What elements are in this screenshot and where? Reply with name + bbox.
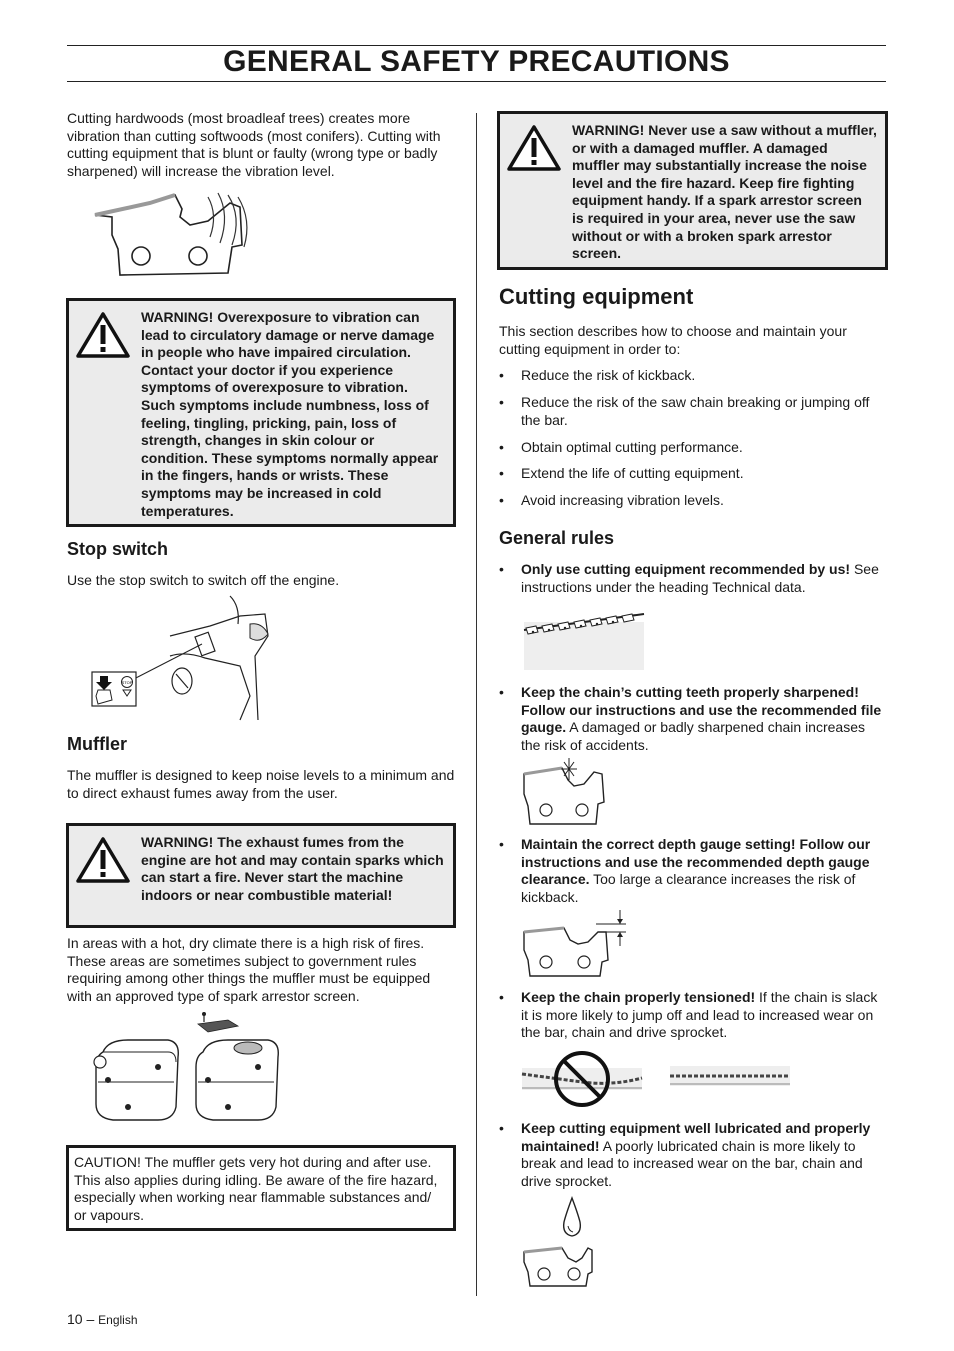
- page-number: 10 –: [67, 1311, 95, 1327]
- page-title: GENERAL SAFETY PRECAUTIONS: [223, 45, 730, 78]
- lubrication-illustration: [522, 1196, 602, 1290]
- exhaust-warning-text: WARNING! The exhaust fumes from the engine are hot and may contain sparks which can start a fire. Never start the machine indoors or near combustible material!: [141, 834, 444, 903]
- stop-switch-heading: Stop switch: [67, 539, 169, 559]
- language-label: English: [98, 1313, 138, 1327]
- general-rules-heading: General rules: [499, 528, 615, 548]
- page-footer: [67, 1311, 138, 1327]
- depth-gauge-illustration: [522, 910, 632, 980]
- saw-chain-bar-illustration: [522, 602, 647, 670]
- vibration-warning-text: WARNING! Overexposure to vibration can lead to circulatory damage or nerve damage in people who have impaired circulation. Contact your doctor if you experience symptoms of overexposure to vibration. Such symptoms include numbness, loss of feeling, tingling, pricking, pain, loss of strength, changes in skin colour or condition. These symptoms normally appear in the fingers, hands or wrists. These symptoms may be increased in cold temperatures.: [141, 309, 439, 519]
- sharpened-tooth-illustration: [522, 758, 612, 828]
- list-item: • Extend the life of cutting equipment.: [499, 465, 744, 481]
- rule-item: • Keep the chain’s cutting teeth properly sharpened! Follow our instructions and use the recommended file gauge. A damaged or badly sharpened chain increases the risk of accidents.: [499, 684, 882, 753]
- column-divider: [476, 113, 477, 1296]
- vibration-warning-box: [66, 298, 456, 527]
- muffler-heading: Muffler: [67, 734, 127, 754]
- vibrating-chain-tooth-illustration: [90, 185, 260, 280]
- rule-item: • Only use cutting equipment recommended by us! See instructions under the heading Technical data.: [499, 561, 879, 595]
- list-item: • Reduce the risk of kickback.: [499, 367, 696, 383]
- warning-triangle-icon: [75, 311, 131, 359]
- muffler-caution-box: [66, 1145, 456, 1231]
- stop-switch-text: Use the stop switch to switch off the engine.: [67, 572, 340, 588]
- stop-switch-icon: [92, 672, 136, 706]
- list-item: • Avoid increasing vibration levels.: [499, 492, 724, 508]
- muffler-spark-arrestor-illustration: [88, 1012, 288, 1127]
- intro-paragraph: Cutting hardwoods (most broadleaf trees) creates more vibration than cutting softwoods (most conifers). Cutting with cutting equipment that is blunt or faulty (wrong type or badly sharpened) will increase the vibration level.: [67, 110, 441, 179]
- list-item: • Reduce the risk of the saw chain breaking or jumping off the bar.: [499, 394, 870, 428]
- muffler-caution-text: CAUTION! The muffler gets very hot during and after use. This also applies during idling. Be aware of the fire hazard, especially when working near flammable substances and/ or vapours.: [74, 1154, 438, 1223]
- rule-item: • Keep cutting equipment well lubricated and properly maintained! A poorly lubricated chain is more likely to break and lead to increased wear on the bar, chain and drive sprocket.: [499, 1120, 871, 1189]
- muffler-warning-box: [497, 111, 888, 270]
- header-rule-bottom: [67, 81, 886, 82]
- warning-triangle-icon: [75, 836, 131, 884]
- list-item: • Obtain optimal cutting performance.: [499, 439, 743, 455]
- rule-item: • Maintain the correct depth gauge setting! Follow our instructions and use the recommended depth gauge clearance. Too large a clearance increases the risk of kickback.: [499, 836, 871, 905]
- rule-item: • Keep the chain properly tensioned! If the chain is slack it is more likely to jump off and lead to increased wear on the bar, chain and drive sprocket.: [499, 989, 878, 1041]
- muffler-text: The muffler is designed to keep noise levels to a minimum and to direct exhaust fumes away from the user.: [67, 767, 455, 801]
- fire-risk-text: In areas with a hot, dry climate there is a high risk of fires. These areas are sometimes subject to government rules requiring among other things the muffler must be equipped with an approved type of spark arrestor screen.: [67, 935, 431, 1004]
- chain-tension-illustration: [522, 1048, 792, 1110]
- stop-label: STOP: [121, 680, 133, 685]
- exhaust-warning-box: [66, 823, 456, 928]
- oil-drop-icon: [564, 1198, 581, 1236]
- warning-triangle-icon: [506, 124, 562, 172]
- cutting-equipment-heading: Cutting equipment: [499, 284, 694, 309]
- cutting-equipment-intro: This section describes how to choose and maintain your cutting equipment in order to:: [499, 323, 847, 357]
- muffler-warning-text: WARNING! Never use a saw without a muffler, or with a damaged muffler. A damaged muffler may substantially increase the noise level and the fire hazard. Keep fire fighting equipment handy. If a spark arrestor screen is required in your area, never use the saw without or with a broken spark arrestor screen.: [572, 122, 877, 262]
- stop-switch-illustration: [90, 596, 275, 721]
